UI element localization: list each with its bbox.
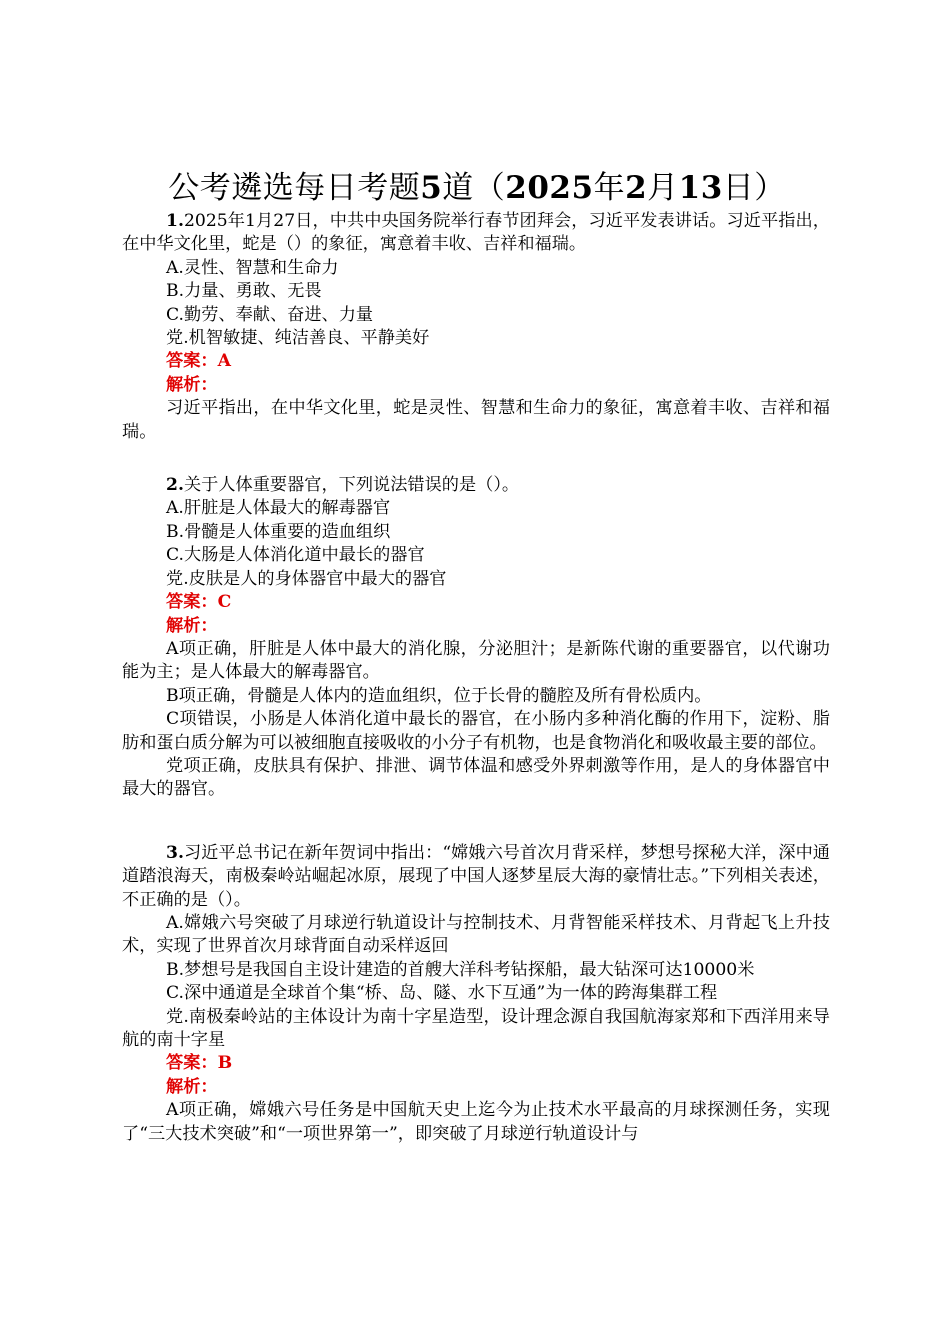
answer-label: 答案：C [166, 592, 232, 613]
question-2 [122, 474, 830, 802]
analysis-paragraph: A项正确，肝脏是人体中最大的消化腺，分泌胆汁；是新陈代谢的重要器官，以代谢功能为主；是人体最大的解毒器官。 [122, 638, 830, 683]
answer-label: 答案：A [166, 351, 231, 372]
analysis-paragraph: 党项正确，皮肤具有保护、排泄、调节体温和感受外界刺激等作用，是人的身体器官中最大的器官。 [122, 755, 830, 800]
option-a: A.嫦娥六号突破了月球逆行轨道设计与控制技术、月背智能采样技术、月背起飞上升技术，实现了世界首次月球背面自动采样返回 [122, 912, 830, 957]
option-c: C.深中通道是全球首个集“桥、岛、隧、水下互通”为一体的跨海集群工程 [166, 983, 718, 1004]
option-d: 党.机智敏捷、纯洁善良、平静美好 [166, 328, 430, 349]
option-b: B.骨髓是人体重要的造血组织 [166, 521, 391, 542]
analysis-label: 解析： [166, 1076, 218, 1097]
option-a: A.肝脏是人体最大的解毒器官 [166, 498, 391, 519]
option-d: 党.南极秦岭站的主体设计为南十字星造型，设计理念源自我国航海家郑和下西洋用来导航的南十字星 [122, 1006, 830, 1050]
question-stem: 3.习近平总书记在新年贺词中指出：“嫦娥六号首次月背采样，梦想号探秘大洋，深中通道踏浪海天，南极秦岭站崛起冰原，展现了中国人逐梦星辰大海的豪情壮志。”下列相关表述，不正确的是（）。 [122, 842, 830, 910]
analysis-paragraph: C项错误，小肠是人体消化道中最长的器官，在小肠内多种消化酶的作用下，淀粉、脂肪和蛋白质分解为可以被细胞直接吸收的小分子有机物，也是食物消化和吸收最主要的部位。 [122, 709, 830, 753]
option-b: B.力量、勇敢、无畏 [166, 281, 322, 302]
document-page [122, 168, 830, 1146]
page-title: 公考遴选每日考题5道（2025年2月13日） [168, 170, 786, 206]
analysis-paragraph: 习近平指出，在中华文化里，蛇是灵性、智慧和生命力的象征，寓意着丰收、吉祥和福瑞。 [122, 398, 830, 442]
option-c: C.勤劳、奉献、奋进、力量 [166, 304, 374, 325]
answer-label: 答案：B [166, 1053, 233, 1074]
analysis-paragraph: A项正确，嫦娥六号任务是中国航天史上迄今为止技术水平最高的月球探测任务，实现了“三大技术突破”和“一项世界第一”，即突破了月球逆行轨道设计与 [122, 1100, 830, 1144]
question-3 [122, 842, 830, 1146]
option-c: C.大肠是人体消化道中最长的器官 [166, 545, 425, 566]
question-1 [122, 210, 830, 444]
option-d: 党.皮肤是人的身体器官中最大的器官 [166, 568, 447, 589]
question-stem: 2.关于人体重要器官，下列说法错误的是（）。 [166, 475, 520, 496]
question-stem: 1.2025年1月27日，中共中央国务院举行春节团拜会，习近平发表讲话。习近平指出，在中华文化里，蛇是（）的象征，寓意着丰收、吉祥和福瑞。 [122, 211, 830, 255]
analysis-paragraph: B项正确，骨髓是人体内的造血组织，位于长骨的髓腔及所有骨松质内。 [166, 685, 712, 706]
option-a: A.灵性、智慧和生命力 [166, 257, 339, 278]
analysis-label: 解析： [166, 615, 218, 636]
analysis-label: 解析： [166, 374, 218, 395]
option-b: B.梦想号是我国自主设计建造的首艘大洋科考钻探船，最大钻深可达10000米 [166, 959, 755, 980]
